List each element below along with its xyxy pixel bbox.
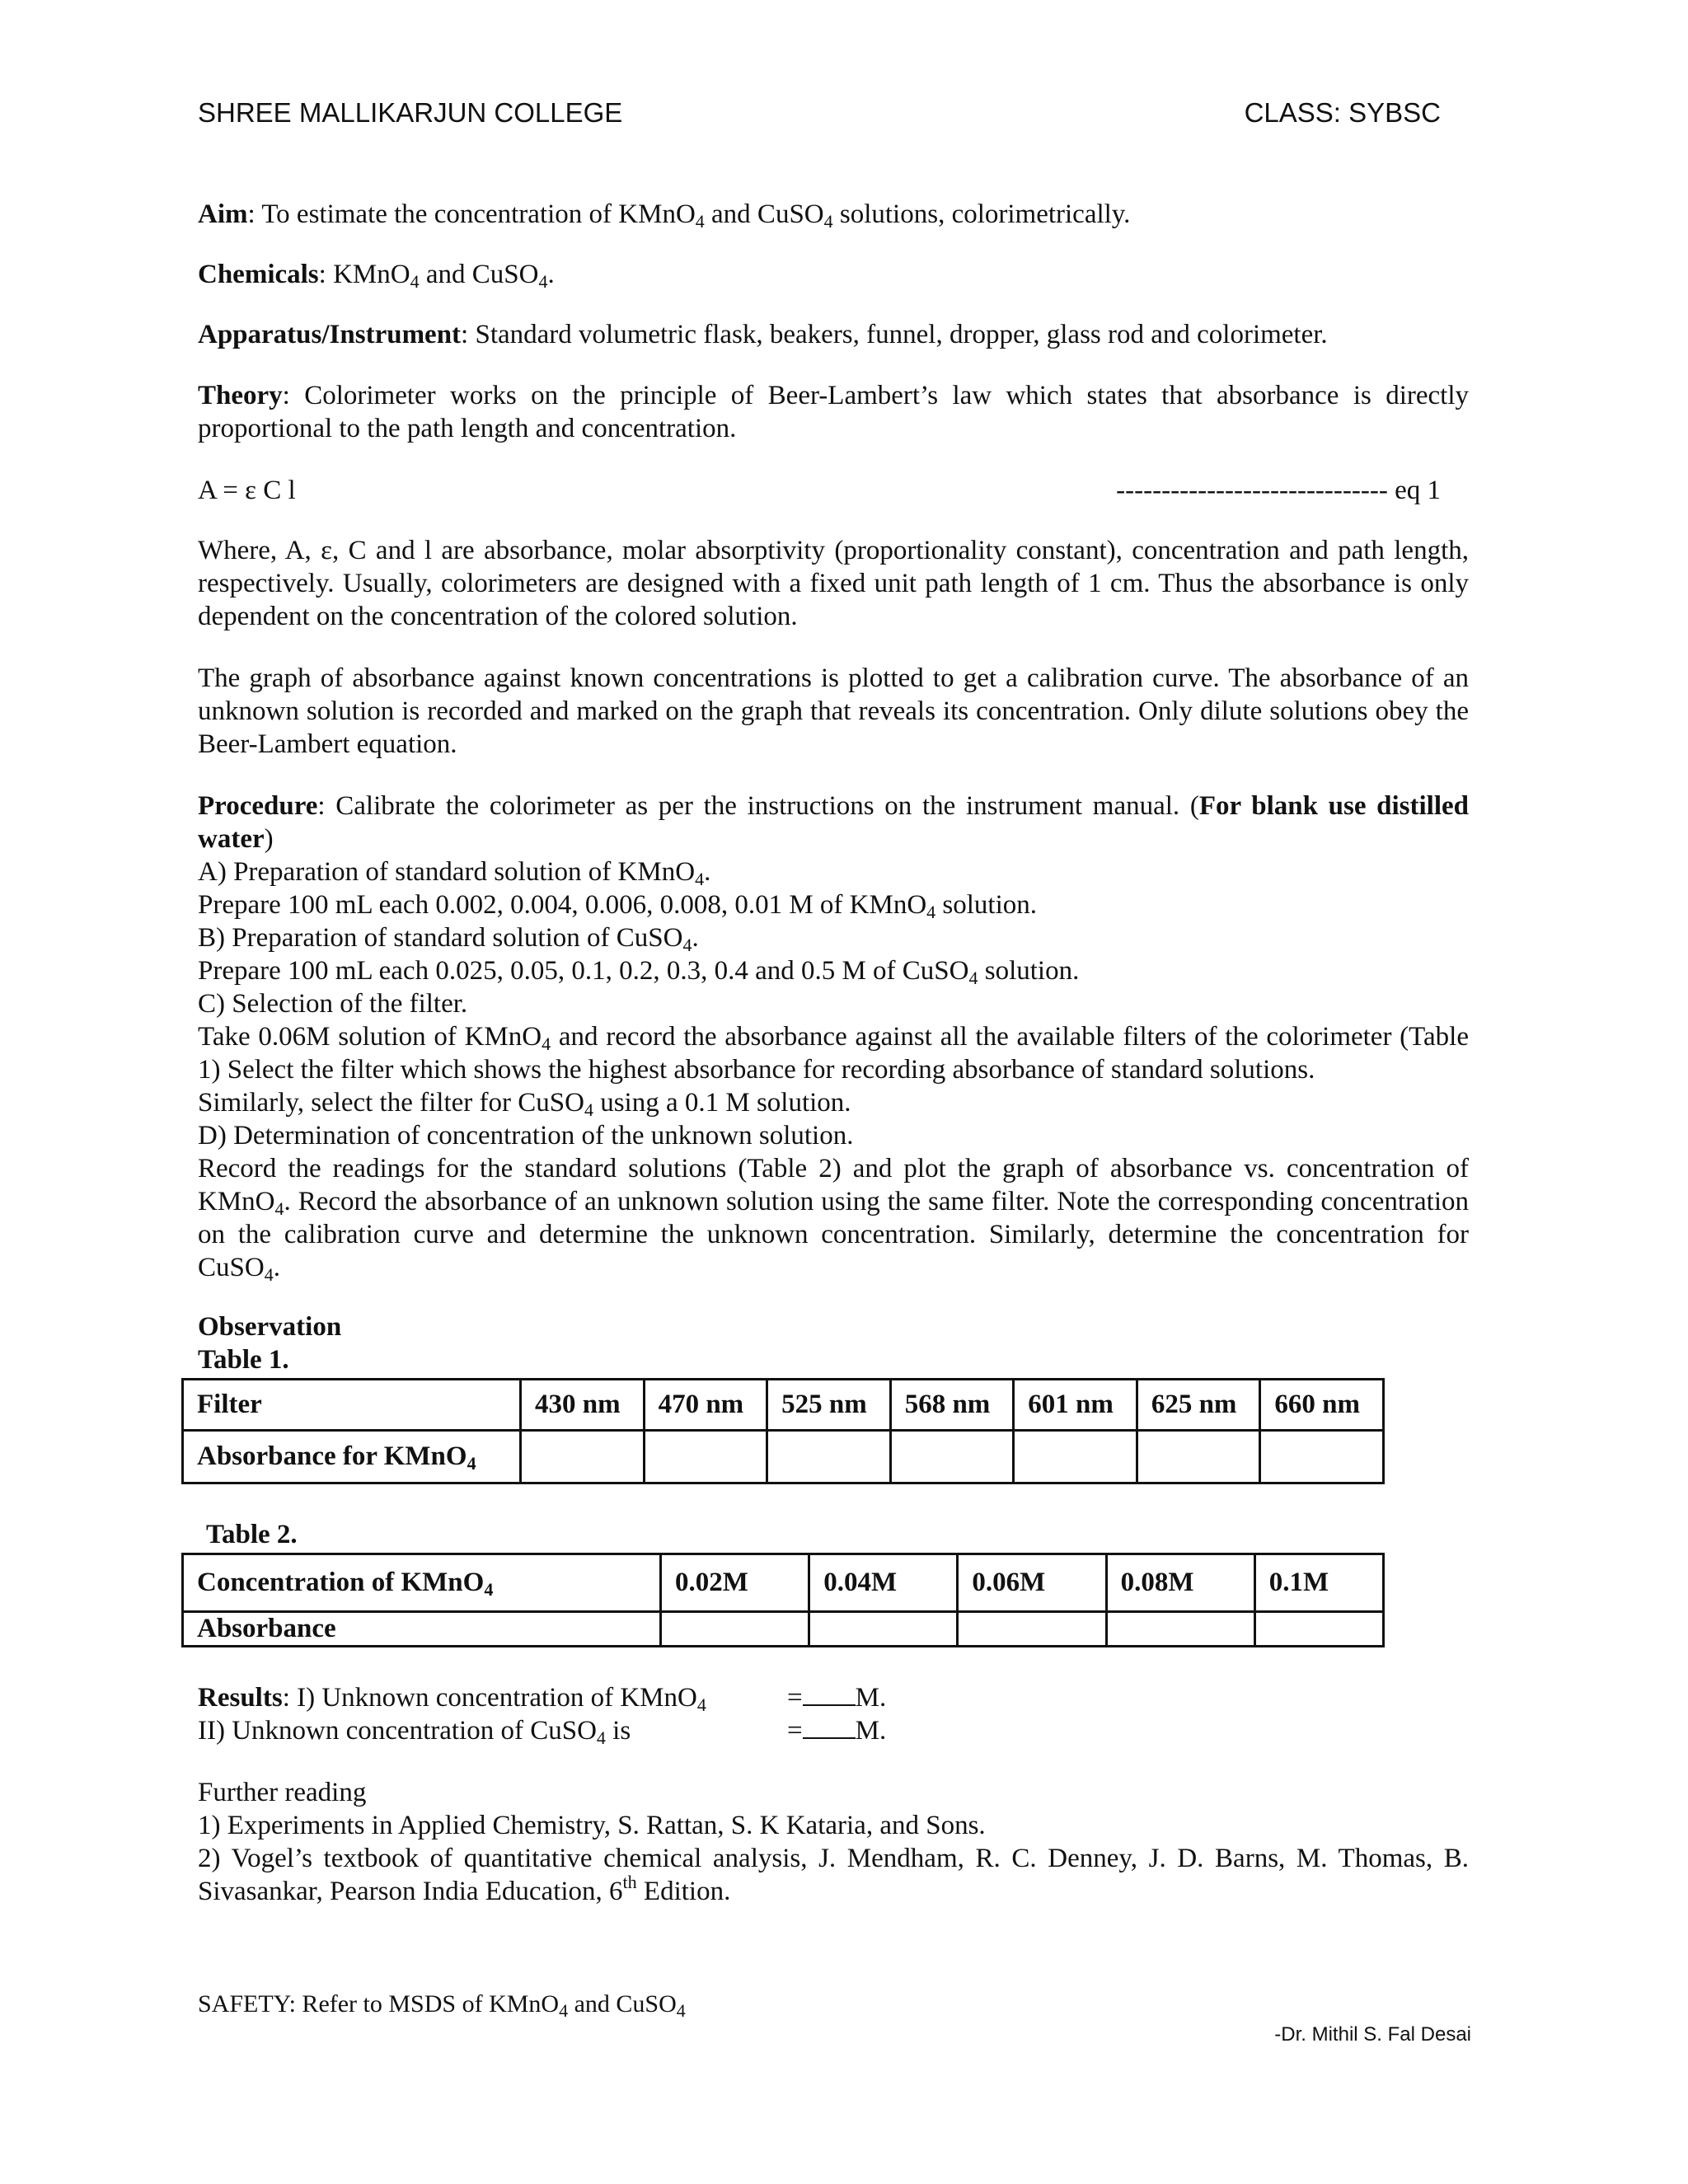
theory-text: : Colorimeter works on the principle of Beer-Lambert’s law which states that absorbance is directly proportional to the path length and concentration. [198,381,1469,443]
table2-row1-head [183,1554,661,1612]
equation-ref: ------------------------------ eq 1 [1116,476,1441,505]
observation-label: Observation [198,1312,342,1342]
step-d-text: . [273,1253,280,1282]
reference-item [198,1842,1469,1908]
college-name: SHREE MALLIKARJUN COLLEGE [198,97,623,128]
table1-row1-head: Filter [183,1380,521,1431]
filter-table [181,1378,1385,1484]
step-b-text: Prepare 100 mL each 0.025, 0.05, 0.1, 0.2, 0.3, 0.4 and 0.5 M of CuSO [198,956,969,986]
absorbance-cell [521,1431,645,1483]
result-line: II) Unknown concentration of CuSO [198,1716,597,1746]
step-c-heading: C) Selection of the filter. [198,989,468,1019]
absorbance-cell [1254,1612,1383,1647]
subscript: 4 [274,1198,284,1219]
table1-row2-head [183,1431,521,1483]
observation-heading [198,1310,1469,1376]
result-line: is [605,1716,631,1746]
subscript: 4 [695,869,705,889]
step-c-text: and record the absorbance against all the available filters of the colorimeter (Table 1) Select the filter which shows the highest absorbance for recording absorbance of standard solutions. [198,1022,1469,1085]
aim-text: solutions, colorimetrically. [832,199,1131,229]
table2-label: Table 2. [206,1520,298,1549]
blank-note: For blank use distilled water [198,791,1469,854]
concentration-cell: 0.02M [661,1554,809,1612]
procedure-label: Procedure [198,791,318,821]
apparatus-section [198,318,1469,351]
subscript: 4 [968,968,978,988]
step-c-text: Similarly, select the filter for CuSO [198,1088,584,1118]
superscript: th [622,1872,637,1892]
chemicals-text: : KMnO [318,260,410,289]
concentration-cell: 0.1M [1254,1554,1383,1612]
procedure-intro: : Calibrate the colorimeter as per the instructions on the instrument manual. ( [317,791,1199,821]
theory-section [198,379,1469,445]
absorbance-label: Absorbance for KMnO [197,1441,467,1471]
equation-formula: A = ε C l [198,476,296,505]
subscript: 4 [682,935,692,955]
step-d-heading: D) Determination of concentration of the unknown solution. [198,1121,854,1151]
filter-cell: 660 nm [1260,1380,1384,1431]
unit: M. [855,1716,887,1746]
step-c-text: using a 0.1 M solution. [593,1088,851,1118]
filter-cell: 470 nm [644,1380,767,1431]
concentration-label: Concentration of KMnO [197,1568,485,1597]
filter-cell: 568 nm [890,1380,1014,1431]
step-d-text: Record the readings for the standard solutions (Table 2) and plot the graph of absorbance vs. concentration of KMnO [198,1154,1469,1216]
subscript: 4 [484,1579,494,1600]
step-a-heading: A) Preparation of standard solution of KMnO [198,857,696,887]
further-reading-title: Further reading [198,1778,367,1807]
step-c-text: Take 0.06M solution of KMnO [198,1022,542,1052]
equals-sign: = [787,1683,803,1713]
equals-sign: = [787,1716,803,1746]
absorbance-cell [1137,1431,1260,1483]
chemicals-section [198,258,1469,291]
apparatus-text: : Standard volumetric flask, beakers, funnel, dropper, glass rod and colorimeter. [461,320,1328,349]
absorbance-cell [890,1431,1014,1483]
absorbance-cell [644,1431,767,1483]
filter-cell: 601 nm [1014,1380,1137,1431]
table1-label: Table 1. [198,1345,289,1375]
where-paragraph: Where, A, ε, C and l are absorbance, molar absorptivity (proportionality constant), concentration and path length, respectively. Usually, colorimeters are designed with a fixed unit path length of 1 cm. Thus the absorbance is only dependent on the concentration of the colored solution. [198,536,1469,631]
theory-label: Theory [198,381,283,410]
subscript: 4 [538,271,548,292]
absorbance-cell [661,1612,809,1647]
subscript: 4 [823,211,833,232]
table2-row2-head: Absorbance [183,1612,661,1647]
apparatus-label: Apparatus/Instrument [198,320,462,349]
result-line: : I) Unknown concentration of KMnO [282,1683,697,1713]
aim-text: and CuSO [704,199,824,229]
subscript: 4 [926,902,936,922]
further-reading-section [198,1776,1469,1908]
results-label: Results [198,1683,283,1713]
safety-note [198,1988,1469,2021]
absorbance-cell [767,1431,891,1483]
step-b-heading: B) Preparation of standard solution of CuSO [198,923,683,953]
procedure-close: ) [264,824,274,854]
subscript: 4 [467,1453,476,1474]
class-label: CLASS: SYBSC [1244,97,1441,128]
step-a-text: Prepare 100 mL each 0.002, 0.004, 0.006, 0.008, 0.01 M of KMnO [198,890,927,920]
safety-text: and CuSO [568,1990,677,2018]
absorbance-cell [1106,1612,1254,1647]
absorbance-cell [958,1612,1106,1647]
subscript: 4 [696,1694,706,1715]
graph-paragraph: The graph of absorbance against known concentrations is plotted to get a calibration curve. The absorbance of an unknown solution is recorded and marked on the graph that reveals its concentration. Only dilute solutions obey the Beer-Lambert equation. [198,663,1469,759]
step-d-text: . Record the absorbance of an unknown solution using the same filter. Note the corresponding concentration on the calibration curve and determine the unknown concentration. Similarly, determine the concentration for CuSO [198,1187,1469,1282]
chemicals-text: . [547,260,555,289]
filter-cell: 525 nm [767,1380,891,1431]
aim-section [198,198,1469,231]
filter-cell: 430 nm [521,1380,645,1431]
absorbance-cell [1014,1431,1137,1483]
subscript: 4 [559,2000,569,2021]
author-signature: -Dr. Mithil S. Fal Desai [1274,2023,1471,2046]
unit: M. [855,1683,887,1713]
absorbance-cell [1260,1431,1384,1483]
table2-heading [206,1518,1477,1551]
result-answer [787,1714,886,1747]
safety-text: SAFETY: Refer to MSDS of KMnO [198,1990,560,2018]
step-a-text: solution. [935,890,1038,920]
filter-cell: 625 nm [1137,1380,1260,1431]
reference-text: 2) Vogel’s textbook of quantitative chemical analysis, J. Mendham, R. C. Denney, J. D. Barns, M. Thomas, B. Sivasankar, Pearson India Education, 6 [198,1844,1469,1906]
answer-blank [803,1681,856,1706]
step-b-text: solution. [978,956,1080,986]
result-answer [787,1681,886,1714]
aim-text: : To estimate the concentration of KMnO [247,199,696,229]
chemicals-text: and CuSO [419,260,539,289]
subscript: 4 [542,1033,551,1054]
reference-text: Edition. [636,1877,731,1906]
procedure-section: Procedure: Calibrate the colorimeter as per the instructions on the instrument manual. (For blank use distilled water) A) Preparation of standard solution of KMnO$_4$. Prepare 100 mL each 0.002, 0.004, 0.006, 0.008, 0.01 M of KMnO$_4$ solution. B) Preparation of standard solution of CuSO$_4$. Prepare 100 mL each 0.025, 0.05, 0.1, 0.2, 0.3, 0.4 and 0.5 M of CuSO$_4$ solution. C) Selection of the filter. Take 0.06M solution of KMnO$_4$ and record the absorbance against all the available filters of the colorimeter (Table 1) Select the filter which shows the highest absorbance for recording absorbance of standard solutions. Similarly, select the filter for CuSO$_4$ using a 0.1 M solution. D) Determination of concentration of the unknown solution. Record the readings for the standard solutions (Table 2) and plot the graph of absorbance vs. concentration of KMnO$_4$. Record the absorbance of an unknown solution using the same filter. Note the corresponding concentration on the calibration curve and determine the unknown concentration. Similarly, determine the concentration for CuSO$_4$. [198,791,1469,1285]
reference-item: 1) Experiments in Applied Chemistry, S. Rattan, S. K Kataria, and Sons. [198,1811,986,1840]
subscript: 4 [676,2000,686,2021]
concentration-table [181,1553,1385,1647]
concentration-cell: 0.06M [958,1554,1106,1612]
subscript: 4 [264,1264,274,1285]
subscript: 4 [695,211,705,232]
concentration-cell: 0.04M [809,1554,958,1612]
answer-blank [803,1714,856,1739]
chemicals-label: Chemicals [198,260,319,289]
aim-label: Aim [198,199,248,229]
absorbance-cell [809,1612,958,1647]
concentration-cell: 0.08M [1106,1554,1254,1612]
subscript: 4 [596,1727,606,1748]
subscript: 4 [410,271,420,292]
subscript: 4 [584,1099,593,1120]
results-section [198,1681,1469,1747]
equation-line [198,474,1469,507]
